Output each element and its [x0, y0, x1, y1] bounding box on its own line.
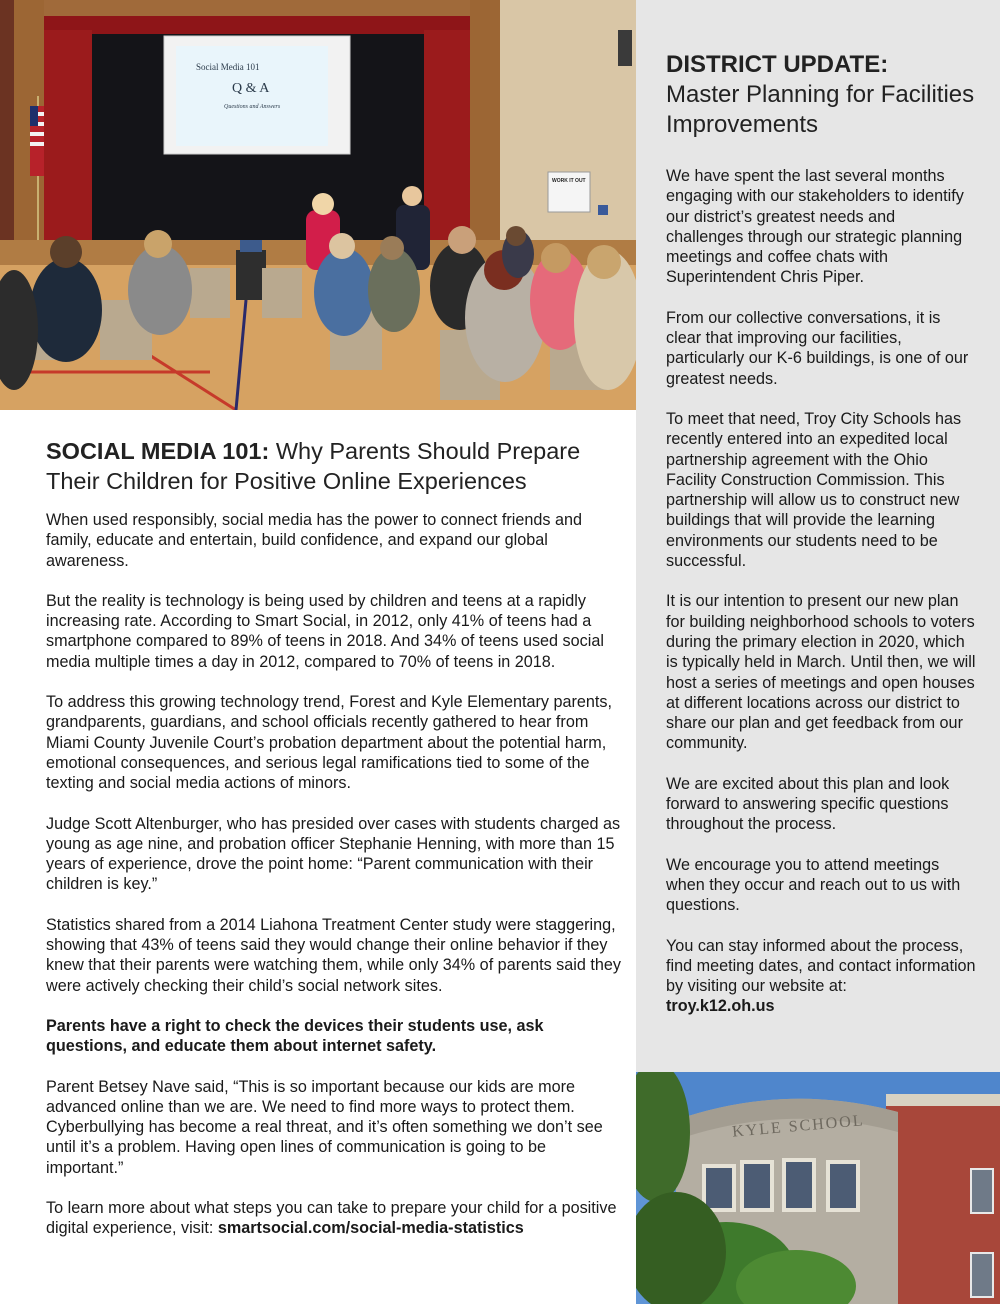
sidebar-paragraph-6: We encourage you to attend meetings when they occur and reach out to us with questions. [666, 855, 961, 915]
sidebar-paragraph-5: We are excited about this plan and look forward to answering specific questions throughout the process. [666, 774, 950, 834]
sidebar-headline [666, 50, 976, 140]
article-paragraph-1: When used responsibly, social media has the power to connect friends and family, educate and entertain, build confidence, and expand our global awareness. [46, 511, 582, 570]
screen-heading: Q & A [232, 81, 270, 96]
article-paragraph-6: Parents have a right to check the devices their students use, ask questions, and educate them about internet safety. [46, 1016, 544, 1056]
district-website-link[interactable]: troy.k12.oh.us [666, 997, 775, 1016]
smartsocial-link[interactable]: smartsocial.com/social-media-statistics [217, 1219, 524, 1238]
wall-poster-text: WORK IT OUT [552, 178, 586, 184]
article-headline [46, 436, 626, 496]
article-title: Why Parents Should Prepare Their Children for Positive Online Experiences [46, 438, 581, 494]
sidebar-paragraph-2: From our collective conversations, it is clear that improving our facilities, particularly our K-6 buildings, is one of our greatest needs. [666, 308, 969, 388]
building-sign: KYLE SCHOOL [731, 1112, 866, 1141]
article-paragraph-3: To address this growing technology trend, Forest and Kyle Elementary parents, grandparents, guardians, and school officials recently gathered to hear from Miami County Juvenile Court’s probation department about the potential harm, emotional consequences, and serious legal ramifications tied to some of the texting and social media actions of minors. [46, 693, 612, 793]
article-paragraph-4: Judge Scott Altenburger, who has presided over cases with students charged as young as age nine, and probation officer Stephanie Henning, with more than 15 years of experience, drove the point home: “Parent communication with their children is key.” [46, 814, 621, 894]
screen-subtitle: Questions and Answers [224, 104, 281, 110]
screen-title: Social Media 101 [196, 62, 260, 72]
sidebar-paragraph-1: We have spent the last several months engaging with our stakeholders to identify our district’s greatest needs and challenges through our strategic planning meetings and coffee chats with Superintendent Chris Piper. [666, 167, 964, 287]
article-paragraph-7: Parent Betsey Nave said, “This is so important because our kids are more advanced online than we are. We need to find more ways to protect them. Cyberbullying has become a real threat, and it’s often something we don’t see until it’s a problem. Having open lines of communication is going to be important.” [46, 1077, 603, 1177]
sidebar-paragraph-7 [666, 936, 976, 1017]
sidebar-paragraph-3: To meet that need, Troy City Schools has recently entered into an expedited local partnership agreement with the Ohio Facility Construction Commission. This partnership will allow us to construct new buildings that will provide the learning environments our students need to be successful. [666, 409, 962, 571]
article-paragraph-8 [46, 1198, 626, 1239]
article-kicker: SOCIAL MEDIA 101: [46, 438, 270, 464]
sidebar-website-text: You can stay informed about the process, find meeting dates, and contact information by visiting our website at: [666, 936, 976, 996]
article-paragraph-2: But the reality is technology is being used by children and teens at a rapidly increasing rate. According to Smart Social, in 2012, only 41% of teens had a smartphone compared to 89% of teens in 2018. And 34% of teens used social media multiple times a day in 2012, compared to 70% of teens in 2018. [46, 591, 604, 671]
kyle-school-photo [636, 1072, 1000, 1304]
article-cta-text: To learn more about what steps you can take to prepare your child for a positive digital experience, visit: [46, 1199, 617, 1238]
article-paragraph-5: Statistics shared from a 2014 Liahona Treatment Center study were staggering, showing that 43% of teens said they would change their online behavior if they knew that their parents were watching them, while only 34% of parents said they were actively checking their child’s social network sites. [46, 915, 621, 995]
auditorium-photo [0, 0, 636, 410]
social-media-article [46, 436, 626, 1259]
sidebar-kicker: DISTRICT UPDATE: [666, 51, 889, 78]
sidebar-title: Master Planning for Facilities Improvements [666, 81, 975, 138]
sidebar-paragraph-4: It is our intention to present our new plan for building neighborhood schools to voters during the primary election in 2020, which is typically held in March. Until then, we will host a series of meetings and open houses at different locations across our district to share our plan and get feedback from our community. [666, 592, 976, 753]
